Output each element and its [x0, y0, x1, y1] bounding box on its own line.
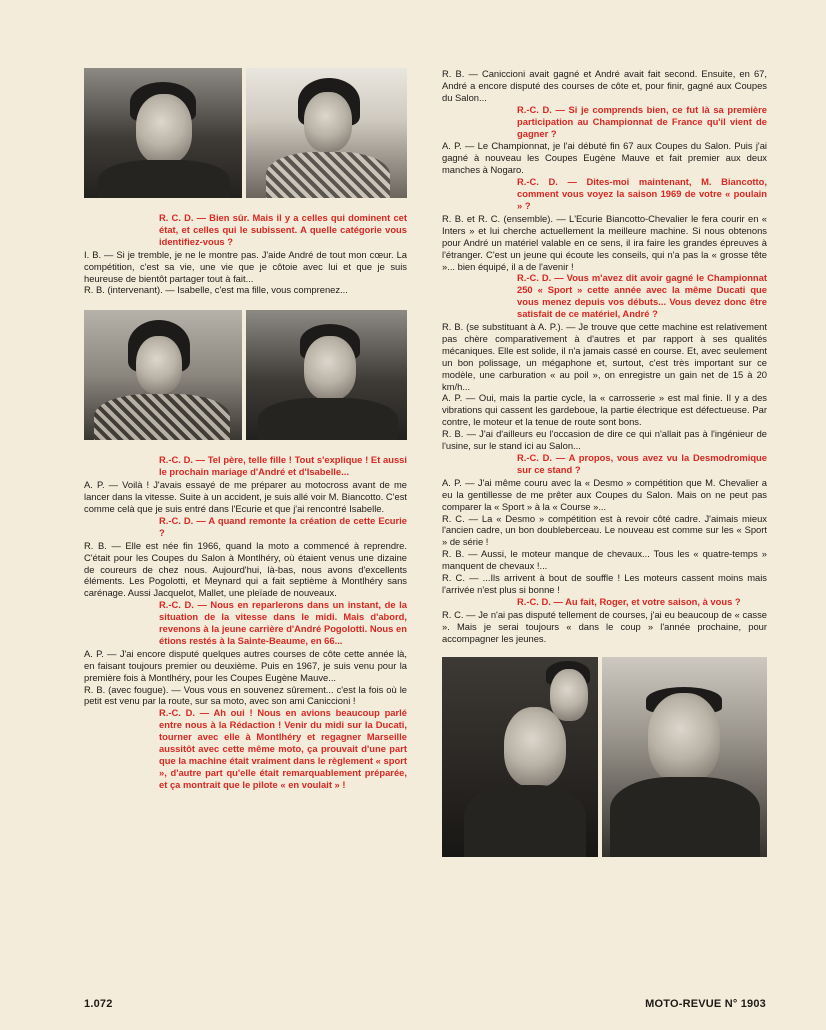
- question: R.-C. D. — Dites-moi maintenant, M. Biancotto, comment vous voyez la saison 1969 de votre « poulain » ?: [517, 176, 767, 211]
- paragraph: R. B. — Aussi, le moteur manque de chevaux... Tous les « quatre-temps » manquent de chevaux !...: [442, 548, 767, 572]
- paragraph: R. B. — Caniccioni avait gagné et André avait fait second. Ensuite, en 67, André a encore disputé des courses de côte et, pour finir, gagné aux Coupes du Salon...: [442, 68, 767, 103]
- paragraph: R. B. (se substituant à A. P.). — Je trouve que cette machine est relativement pas chère comparativement à d'autres et par rapport à ses qualités mécaniques. Elle est solide, il n'a jamais cassé en course. Et, avec seulement un bon polissage, un mégaphone et, surtout, c'est très important sur ce modèle, une carburation « au poil », on enregistre un gain net de 15 à 20 km/h...: [442, 321, 767, 392]
- paragraph: I. B. — Si je tremble, je ne le montre pas. J'aide André de tout mon cœur. La compétition, c'est sa vie, une vie que je côtoie avec lui et que je suis heureuse de bientôt partager tout à fait...: [84, 248, 407, 284]
- paragraph: R. B. — J'ai d'ailleurs eu l'occasion de dire ce qui n'allait pas à l'ingénieur de l'usine, sur le stand ici au Salon...: [442, 428, 767, 452]
- right-column: [442, 68, 767, 871]
- photo-two-men: [442, 657, 598, 857]
- left-text-block-1: [84, 212, 407, 296]
- left-text-block-2: [84, 454, 407, 790]
- photo-andre: [246, 310, 407, 440]
- photo-boy-portrait: [84, 68, 242, 198]
- question: R.-C. D. — Ah oui ! Nous en avions beaucoup parlé entre nous à la Rédaction ! Venir du midi sur la Ducati, tourner avec elle à Montlhéry et regagner Marseille aussitôt avec cette même moto, ça prouvait d'une part que la machine était vraiment dans le règlement « sport », d'autre part qu'elle était remarquablement préparée, et ça montrait que le pilote « en voulait » !: [159, 707, 407, 790]
- question: R.-C. D. — Si je comprends bien, ce fut là sa première participation au Championnat de France qu'il vient de gagner ?: [517, 103, 767, 139]
- left-column: [84, 68, 407, 792]
- right-text-block: [442, 68, 767, 645]
- page-number: 1.072: [84, 998, 113, 1010]
- paragraph: R. C. — ...Ils arrivent à bout de souffle ! Les moteurs cassent moins mais l'arrivée n'est plus si bonne !: [442, 572, 767, 595]
- photo-row-top: [84, 68, 407, 198]
- photo-row-bottom: [442, 657, 767, 857]
- question: R.-C. D. — Vous m'avez dit avoir gagné le Championnat 250 « Sport » cette année avec la même Ducati que vous menez depuis vos débuts... Vous devez donc être satisfait de ce matériel, André ?: [517, 272, 767, 320]
- photo-girl-portrait: [246, 68, 407, 198]
- photo-older-man: [602, 657, 767, 857]
- question: R.-C. D. — Tel père, telle fille ! Tout s'explique ! Et aussi le prochain mariage d'André et d'Isabelle...: [159, 454, 407, 478]
- paragraph: R. B. et R. C. (ensemble). — L'Ecurie Biancotto-Chevalier le fera courir en « Inters » et lui cherche actuellement la meilleure machine. Si nous obtenons pour André un matériel valable en ce sens, il ira faire les grandes épreuves à l'étranger. C'est un jeune qui écoute les conseils, qui n'a pas la « grosse tête »... bien équipé, il a de l'avenir !: [442, 212, 767, 272]
- paragraph: A. P. — J'ai encore disputé quelques autres courses de côte cette année là, en faisant toujours premier ou deuxième. Puis en 1967, je suis venu pour la première fois à Montlhéry, pour les Coupes Eugène Mauve...: [84, 647, 407, 683]
- paragraph: A. P. — Oui, mais la partie cycle, la « carrosserie » est mal finie. Il y a des vibrations qui cassent les gardeboue, la partie électrique est défectueuse. Par contre, le moteur et la tenue de route sont bons.: [442, 392, 767, 428]
- photo-isabelle: [84, 310, 242, 440]
- paragraph: A. P. — Voilà ! J'avais essayé de me préparer au motocross avant de me lancer dans la vitesse. Suite à un accident, je suis allé voir M. Biancotto. C'est comme celà que je suis entré dans l'Ecurie et que j'ai rencontré Isabelle.: [84, 479, 407, 514]
- question-1: R. C. D. — Bien sûr. Mais il y a celles qui dominent cet état, et celles qui le subissent. A quelle catégorie vous identifiez-vous ?: [159, 212, 407, 247]
- paragraph: R. B. (avec fougue). — Vous vous en souvenez sûrement... c'est la fois où le petit est venu par la route, sur sa moto, avec son ami Caniccioni !: [84, 683, 407, 707]
- magazine-issue: MOTO-REVUE N° 1903: [645, 998, 766, 1010]
- paragraph: R. B. (intervenant). — Isabelle, c'est ma fille, vous comprenez...: [84, 284, 348, 296]
- paragraph: R. C. — La « Desmo » compétition est à revoir côté cadre. J'aimais mieux l'ancien cadre, un bon doubleberceau. Le nouveau est comme sur les « Sport » de série !: [442, 512, 767, 548]
- paragraph: R. B. — Elle est née fin 1966, quand la moto a commencé à reprendre. C'était pour les Coupes du Salon à Montlhéry, où étaient venus une dizaine de coureurs de chez nous. Aujourd'hui, là-bas, nous avons d'excellents éléments. Les Pogolotti, et Meynard qui a fait septième à Montlhéry sans carénage. Aussi Jacquelot, Mallet, une pleïade de nouveaux.: [84, 539, 407, 599]
- question: R.-C. D. — Au fait, Roger, et votre saison, à vous ?: [517, 595, 741, 607]
- photo-row-mid: [84, 310, 407, 440]
- paragraph: R. C. — Je n'ai pas disputé tellement de courses, j'ai eu beaucoup de « casse ». Mais je serai toujours « dans le coup » l'année prochaine, pour accompagner les jeunes.: [442, 608, 767, 644]
- paragraph: A. P. — Le Championnat, je l'ai débuté fin 67 aux Coupes du Salon. Puis j'ai gagné à nouveau les Coupes Eugène Mauve et fait premier aux deux manches à Nogaro.: [442, 140, 767, 176]
- question: R.-C. D. — Nous en reparlerons dans un instant, de la situation de la vitesse dans le midi. Mais d'abord, revenons à la jeune carrière d'André Pogolotti. Nous en étions restés à la Sainte-Beaume, en 66...: [159, 599, 407, 646]
- question: R.-C. D. — A quand remonte la création de cette Ecurie ?: [159, 514, 407, 538]
- paragraph: A. P. — J'ai même couru avec la « Desmo » compétition que M. Chevalier a eu la gentillesse de me prêter aux Coupes du Salon. Mais on ne peut pas comparer la « Sport » à la « Course »...: [442, 476, 767, 512]
- question: R.-C. D. — A propos, vous avez vu la Desmodromique sur ce stand ?: [517, 452, 767, 475]
